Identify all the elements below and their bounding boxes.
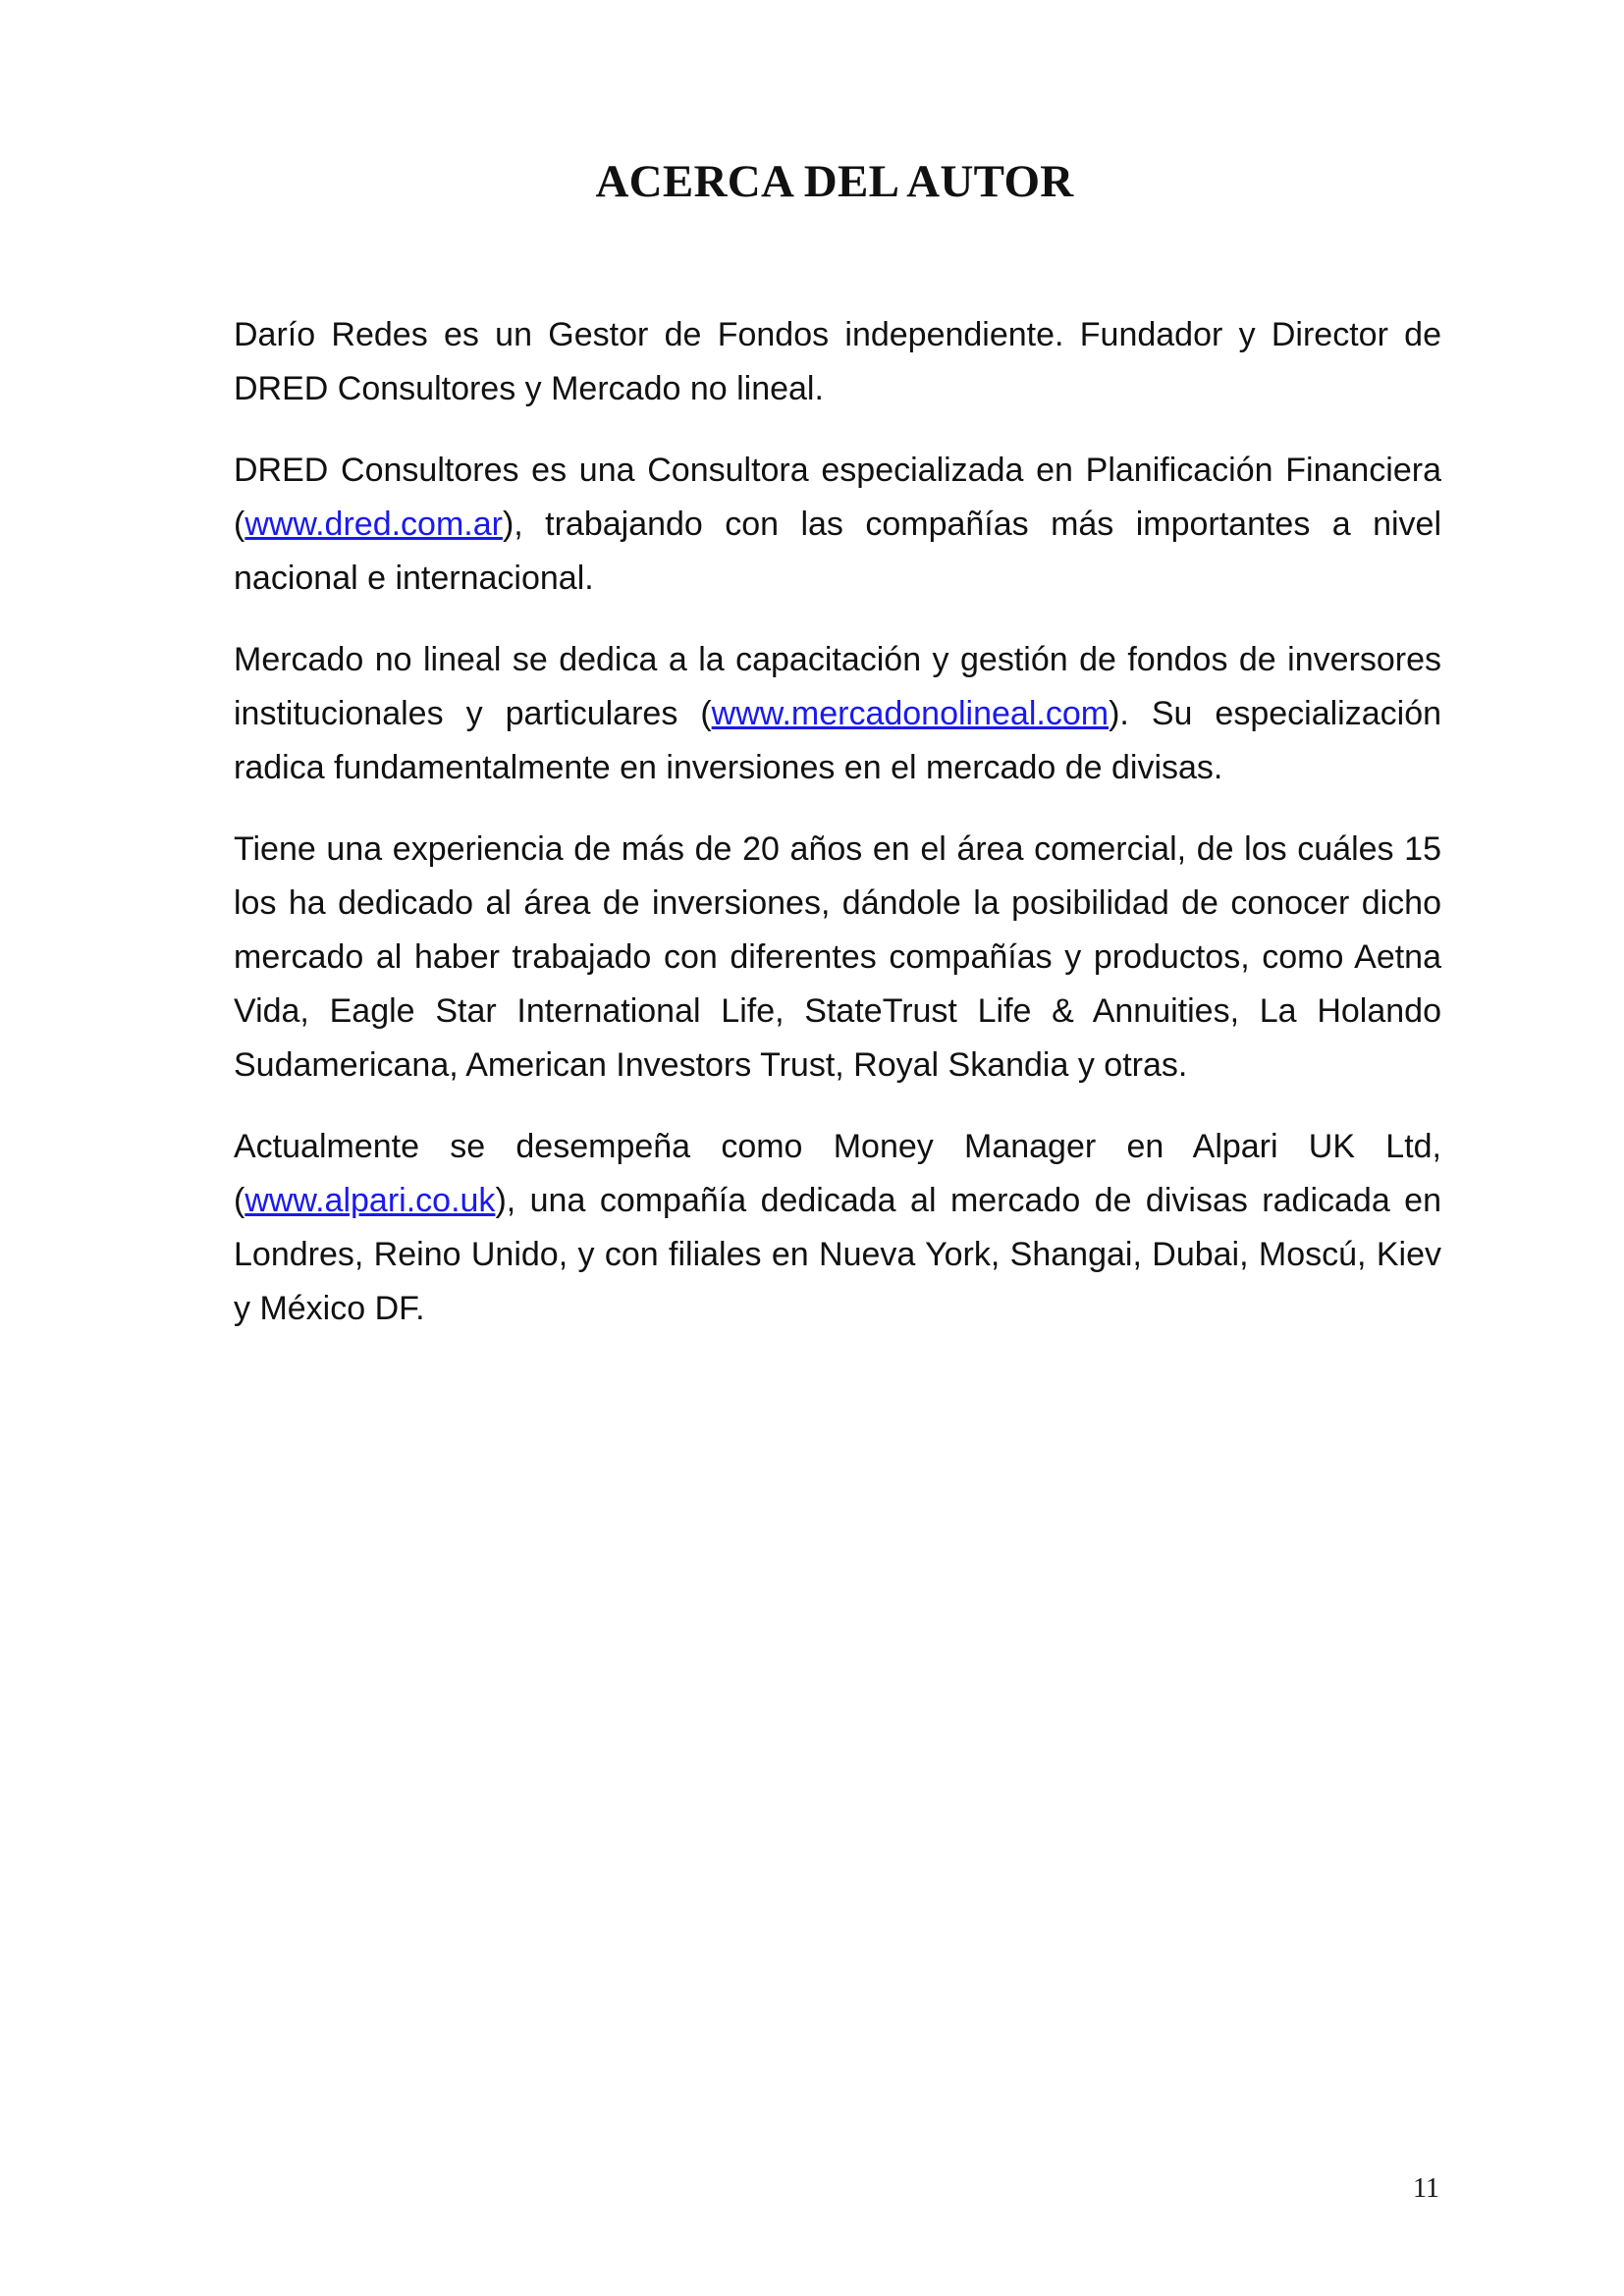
paragraph-dred bbox=[234, 444, 1441, 606]
paragraph-alpari bbox=[234, 1120, 1441, 1336]
page-title: ACERCA DEL AUTOR bbox=[595, 156, 1074, 207]
paragraph-mercado-text-before: Mercado no lineal se dedica a la capacitación y gestión de fondos de inversores institucionales y particulares ( bbox=[234, 641, 1441, 732]
paragraph-experience-text: Tiene una experiencia de más de 20 años en el área comercial, de los cuáles 15 los ha dedicado al área de inversiones, dándole la posibilidad de conocer dicho mercado al haber trabajado con diferentes compañías y productos, como Aetna Vida, Eagle Star International Life, StateTrust Life & Annuities, La Holando Sudamericana, American Investors Trust, Royal Skandia y otras. bbox=[234, 830, 1441, 1084]
paragraph-alpari-text-before: Actualmente se desempeña como Money Manager en Alpari UK Ltd, ( bbox=[234, 1128, 1441, 1219]
paragraph-intro-text: Darío Redes es un Gestor de Fondos independiente. Fundador y Director de DRED Consultores y Mercado no lineal. bbox=[234, 316, 1441, 407]
paragraph-experience bbox=[234, 823, 1441, 1093]
paragraph-mercado-text-after: ). Su especialización radica fundamentalmente en inversiones en el mercado de divisas. bbox=[234, 695, 1442, 786]
paragraph-dred-text-after: ), trabajando con las compañías más importantes a nivel nacional e internacional. bbox=[234, 506, 1441, 597]
paragraph-mercado bbox=[234, 633, 1441, 795]
paragraph-alpari-text-after: ), una compañía dedicada al mercado de divisas radicada en Londres, Reino Unido, y con filiales en Nueva York, Shangai, Dubai, Moscú, Kiev y México DF. bbox=[234, 1182, 1441, 1327]
paragraph-dred-text-before: DRED Consultores es una Consultora especializada en Planificación Financiera ( bbox=[234, 452, 1441, 543]
mercadonolineal-website-link[interactable]: www.mercadonolineal.com bbox=[711, 695, 1110, 732]
dred-website-link[interactable]: www.dred.com.ar bbox=[244, 506, 503, 543]
alpari-website-link[interactable]: www.alpari.co.uk bbox=[244, 1182, 496, 1219]
page-number: 11 bbox=[1413, 2173, 1439, 2204]
author-bio bbox=[234, 308, 1441, 1363]
paragraph-intro bbox=[234, 308, 1441, 416]
